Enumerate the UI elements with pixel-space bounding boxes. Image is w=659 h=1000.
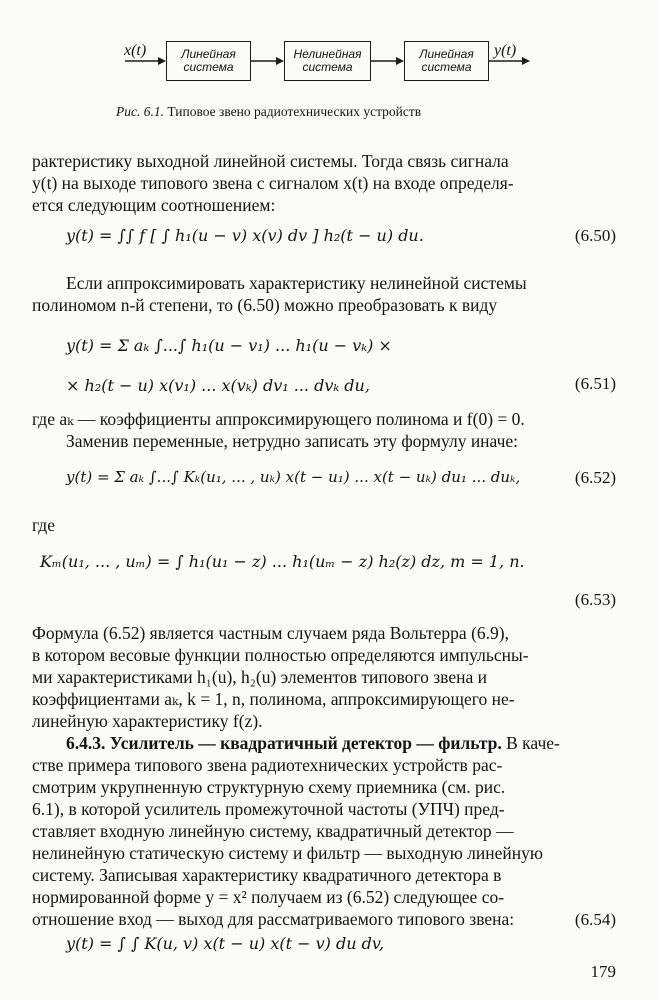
linear-system-block-1 (166, 41, 251, 81)
p5-line8: нормированной форме y = x² получаем из (6.52) следующее со- (32, 887, 505, 907)
equation-6-53: Kₘ(u₁, ... , uₘ) = ∫ h₁(u₁ − z) ... h₁(uₘ − z) h₂(z) dz, m = 1, n. (40, 552, 525, 571)
p1-line1: рактеристику выходной линейной системы. Тогда связь сигнала (32, 151, 509, 171)
p2-line2: полиномом n-й степени, то (6.50) можно преобразовать к виду (32, 295, 498, 315)
p4-line2: в котором весовые функции полностью определяются импульсны- (32, 645, 529, 665)
figure-caption (116, 104, 421, 120)
equation-number-6-54: (6.54) (574, 910, 616, 929)
block-2-line1: Нелинейная (293, 47, 362, 61)
section-heading: 6.4.3. Усилитель — квадратичный детектор — фильтр. (66, 733, 502, 753)
block-3-line1: Линейная (419, 47, 474, 61)
equation-number-6-53: (6.53) (574, 590, 616, 609)
equation-6-51-part2: × h₂(t − u) x(v₁) ... x(vₖ) dv₁ ... dvₖ du, (66, 376, 370, 395)
p1-line2: y(t) на выходе типового звена с сигналом x(t) на входе определя- (32, 173, 514, 193)
p1-line3: ется следующим соотношением: (32, 195, 276, 215)
p5-line2: стве примера типового звена радиотехнических устройств рас- (32, 755, 503, 775)
p5-line1: В каче- (506, 733, 560, 753)
linear-system-block-2 (404, 41, 489, 81)
block-diagram (0, 30, 659, 105)
equation-6-51-part1: y(t) = Σ aₖ ∫...∫ h₁(u − v₁) ... h₁(u − vₖ) × (66, 336, 392, 355)
equation-number-6-51: (6.51) (574, 374, 616, 393)
where-word: где (32, 515, 55, 535)
caption-label: Рис. 6.1. (116, 104, 164, 119)
p2-line1: Если аппроксимировать характеристику нелинейной системы (66, 273, 527, 293)
nonlinear-system-block (284, 41, 371, 81)
caption-text: Типовое звено радиотехнических устройств (167, 104, 422, 119)
section-6-4-3-first-line (32, 732, 616, 754)
block-1-line2: система (183, 60, 234, 74)
p4-line5: линейную характеристику f(z). (32, 711, 263, 731)
p4-line1: Формула (6.52) является частным случаем ряда Вольтерра (6.9), (32, 623, 509, 643)
p4-line4: коэффициентами aₖ, k = 1, n, полинома, аппроксимирующего не- (32, 689, 515, 709)
page-number: 179 (590, 962, 616, 981)
equation-6-52: y(t) = Σ aₖ ∫...∫ Kₖ(u₁, ... , uₖ) x(t − u₁) ... x(t − uₖ) du₁ ... duₖ, (66, 468, 521, 486)
equation-number-6-52: (6.52) (574, 468, 616, 487)
p3-line2: Заменив переменные, нетрудно записать эту формулу иначе: (66, 431, 519, 451)
p5-line7: систему. Записывая характеристику квадратичного детектора в (32, 865, 502, 885)
block-1-line1: Линейная (181, 47, 236, 61)
p4-line3: ми характеристиками h₁(u), h₂(u) элементов типового звена и (32, 667, 487, 687)
input-signal-label: x(t) (124, 42, 147, 59)
p5-line6: нелинейную статическую систему и фильтр — выходную линейную (32, 843, 543, 863)
p3-line1: где aₖ — коэффициенты аппроксимирующего полинома и f(0) = 0. (32, 409, 525, 429)
output-signal-label: y(t) (494, 42, 517, 59)
equation-6-54: y(t) = ∫ ∫ K(u, v) x(t − u) x(t − v) du dv, (66, 934, 385, 953)
p5-line3: смотрим укрупненную структурную схему приемника (см. рис. (32, 777, 506, 797)
p5-line4: 6.1), в которой усилитель промежуточной частоты (УПЧ) пред- (32, 799, 505, 819)
equation-number-6-50: (6.50) (574, 226, 616, 245)
block-3-line2: система (421, 60, 472, 74)
p5-line9: отношение вход — выход для рассматриваемого типового звена: (32, 909, 515, 929)
equation-6-50: y(t) = ∫∫ f [ ∫ h₁(u − v) x(v) dv ] h₂(t − u) du. (66, 226, 424, 245)
block-2-line2: система (302, 60, 353, 74)
p5-line5: ставляет входную линейную систему, квадратичный детектор — (32, 821, 514, 841)
